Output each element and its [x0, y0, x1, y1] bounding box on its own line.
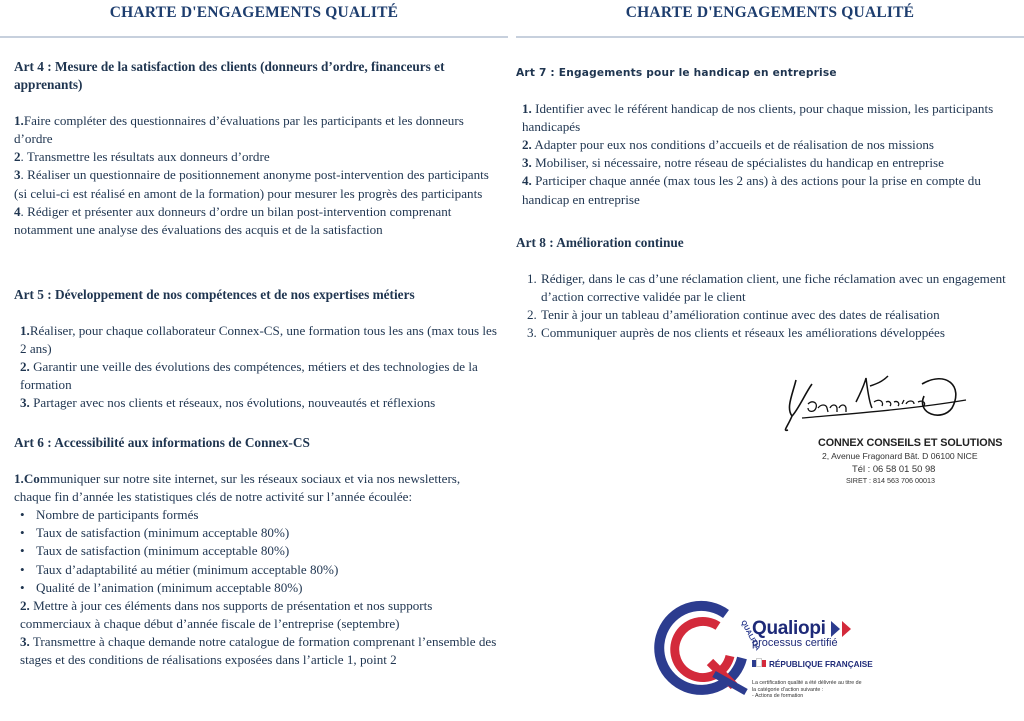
art6-bullet-list [14, 506, 498, 596]
art5-item-3: 3. Partager avec nos clients et réseaux, nos évolutions, nouveautés et réflexions [20, 395, 436, 411]
qualitia-logo [654, 600, 761, 700]
art4-item-3: 3. Réaliser un questionnaire de positionnement anonyme post-intervention des participants (si celui-ci est réalisé en amont de la formation) pour mesurer les progrès des participants [14, 167, 489, 201]
art4-title: Art 4 : Mesure de la satisfaction des clients (donneurs d’ordre, financeurs et apprenants) [14, 59, 445, 93]
qualiopi-logo [752, 618, 873, 669]
list-item: • Taux de satisfaction (minimum acceptable 80%) [36, 524, 498, 542]
qualiopi-brand: Qualiopi [752, 618, 826, 639]
list-item: • Taux d’adaptabilité au métier (minimum acceptable 80%) [36, 561, 498, 579]
right-page-header: CHARTE D'ENGAGEMENTS QUALITÉ [625, 4, 915, 21]
art4-item-2: 2. Transmettre les résultats aux donneurs d’ordre [14, 149, 270, 165]
art7-block [516, 64, 1016, 209]
list-item: 1. Rédiger, dans le cas d’une réclamation client, une fiche réclamation avec un engagement d’action corrective validée par le client [527, 271, 1006, 305]
art7-item-3: 3. Mobiliser, si nécessaire, notre réseau de spécialistes du handicap en entreprise [522, 155, 944, 171]
stamp-address: 2, Avenue Fragonard Bât. D 06100 NICE [822, 451, 978, 461]
list-item: 2. Tenir à jour un tableau d’amélioration continue avec des dates de réalisation [527, 307, 940, 323]
art6-item-1: 1.Communiquer sur notre site internet, sur les réseaux sociaux et via nos newsletters, chaque fin d’année les statistiques clés de notre activité sur l’année écoulée: [14, 471, 461, 505]
stamp-company: CONNEX CONSEILS ET SOLUTIONS [818, 437, 1003, 449]
art5-item-1: 1.Réaliser, pour chaque collaborateur Connex-CS, une formation tous les ans (max tous les 2 ans) [20, 323, 497, 357]
qualiopi-chevrons-icon [829, 619, 857, 639]
left-page-header: CHARTE D'ENGAGEMENTS QUALITÉ [109, 4, 399, 21]
stamp-siret: SIRET : 814 563 706 00013 [846, 476, 935, 485]
list-item: • Nombre de participants formés [36, 506, 498, 524]
art8-list [516, 270, 1016, 342]
art5-item-2: 2. Garantir une veille des évolutions des compétences, métiers et des technologies de la formation [20, 359, 478, 393]
art5-block [14, 286, 498, 413]
left-body [14, 58, 498, 239]
list-item: 3. Communiquer auprès de nos clients et réseaux les améliorations développées [527, 325, 945, 341]
left-header-rule [0, 36, 508, 38]
art7-item-1: 1. Identifier avec le référent handicap de nos clients, pour chaque mission, les participants handicapés [522, 101, 994, 135]
art7-item-4: 4. Participer chaque année (max tous les 2 ans) à des actions pour la prise en compte du handicap en entreprise [522, 173, 981, 207]
art6-title: Art 6 : Accessibilité aux informations de Connex-CS [14, 435, 310, 450]
list-item: • Qualité de l’animation (minimum acceptable 80%) [36, 579, 498, 597]
art5-title: Art 5 : Développement de nos compétences et de nos expertises métiers [14, 287, 415, 302]
art4-item-4: 4. Rédiger et présenter aux donneurs d’ordre un bilan post-intervention comprenant notamment une analyse des évaluations des acquis et de la satisfaction [14, 203, 452, 237]
art7-item-2: 2. Adapter pour eux nos conditions d’accueils et de réalisation de nos missions [522, 137, 935, 153]
stamp-tel: Tél : 06 58 01 50 98 [852, 463, 936, 474]
art8-block [516, 234, 1016, 342]
svg-text:QUALITIA: QUALITIA [739, 619, 761, 652]
republique-francaise: RÉPUBLIQUE FRANÇAISE [752, 658, 873, 669]
art7-title: Art 7 : Engagements pour le handicap en entreprise [516, 67, 837, 79]
art6-item-2: 2. Mettre à jour ces éléments dans nos supports de présentation et nos supports commerciaux à chaque début d’année fiscale de l’entreprise (septembre) [20, 597, 433, 631]
art6-block [14, 434, 498, 669]
art8-title: Art 8 : Amélioration continue [516, 235, 684, 250]
right-header-rule [516, 36, 1024, 38]
qualiopi-subtitle: processus certifié [752, 637, 838, 649]
art6-item-3: 3. Transmettre à chaque demande notre catalogue de formation comprenant l’ensemble des stages et des conditions de réalisations exposées dans l’article 1, point 2 [20, 633, 497, 668]
certification-note: La certification qualité a été délivrée au titre de la catégorie d’action suivante : - Actions de formation [752, 680, 862, 700]
art4-item-1: 1.Faire compléter des questionnaires d’évaluations par les participants et les donneurs d’ordre [14, 113, 464, 147]
list-item: • Taux de satisfaction (minimum acceptable 80%) [36, 542, 498, 560]
